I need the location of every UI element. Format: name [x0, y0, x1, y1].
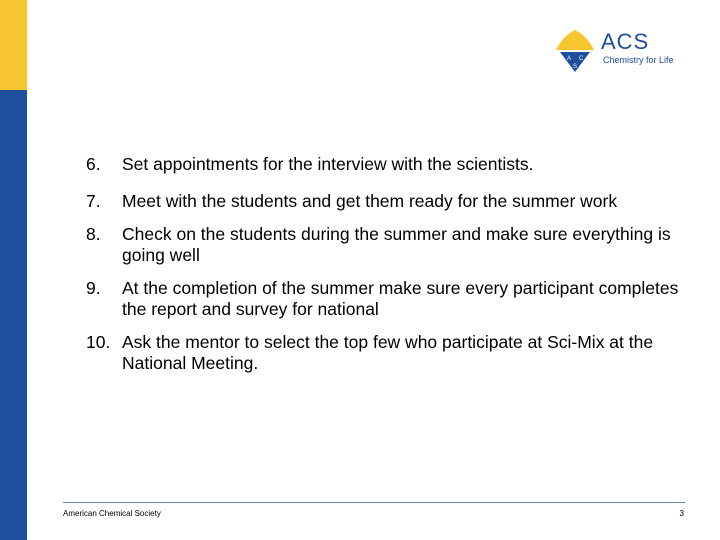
page-number: 3 — [679, 509, 684, 518]
list-item — [86, 191, 686, 212]
item-number: 7. — [86, 191, 101, 211]
item-number: 10. — [86, 332, 111, 352]
side-bar-accent — [0, 0, 27, 90]
logo-ticker: ACS — [601, 29, 650, 54]
item-number: 6. — [86, 154, 101, 174]
item-text: Set appointments for the interview with the scientists. — [122, 154, 534, 174]
logo-tagline: Chemistry for Life — [603, 55, 674, 65]
side-bar — [0, 0, 27, 540]
item-text: Ask the mentor to select the top few who participate at Sci-Mix at the National Meeting. — [122, 332, 654, 373]
item-number: 9. — [86, 278, 101, 298]
list-item — [86, 332, 686, 374]
footer-organization: American Chemical Society — [63, 509, 161, 518]
item-text: At the completion of the summer make sure every participant completes the report and survey for national — [122, 278, 679, 319]
item-number: 8. — [86, 224, 101, 244]
acs-logo — [552, 28, 692, 78]
item-text: Meet with the students and get them ready for the summer work — [122, 191, 618, 211]
item-text: Check on the students during the summer and make sure everything is going well — [122, 224, 671, 265]
emblem-letter-s: S — [573, 64, 578, 70]
emblem-letter-c: C — [579, 56, 584, 62]
list-item — [86, 154, 686, 175]
emblem-letter-a: A — [567, 56, 572, 62]
step-list — [86, 154, 686, 374]
list-item — [86, 224, 686, 266]
acs-emblem-icon — [552, 28, 598, 78]
list-item — [86, 278, 686, 320]
footer-divider — [63, 502, 685, 503]
